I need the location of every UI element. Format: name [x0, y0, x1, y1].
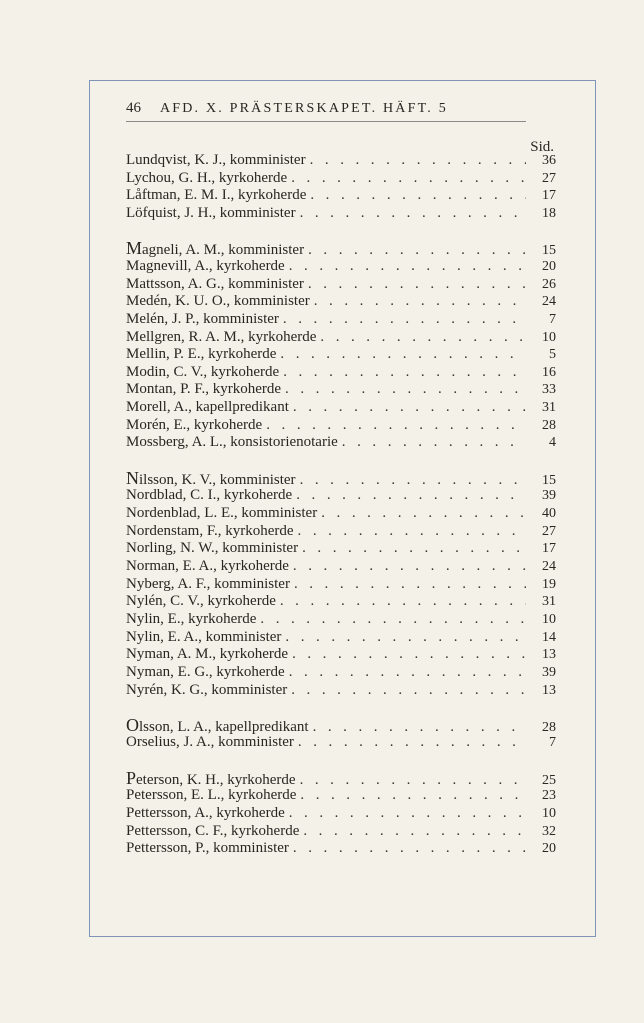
- entry-name: Mellin, P. E., kyrkoherde: [126, 346, 277, 363]
- entry-page-number: 4: [549, 435, 556, 451]
- index-list: [126, 152, 556, 876]
- dot-leader: [303, 823, 526, 841]
- entry-name: Mattsson, A. G., komminister: [126, 275, 304, 292]
- index-entry: [126, 170, 556, 188]
- entry-name: Orselius, J. A., komminister: [126, 734, 294, 751]
- dot-leader: [308, 276, 526, 294]
- entry-name: Nylén, C. V., kyrkoherde: [126, 593, 276, 610]
- entry-name: Nordblad, C. I., kyrkoherde: [126, 487, 293, 504]
- dot-leader: [310, 152, 526, 170]
- index-entry: [126, 417, 556, 435]
- entry-page-number: 24: [542, 558, 556, 574]
- entry-name: Nilsson, K. V., komminister: [126, 467, 296, 488]
- dot-leader: [291, 170, 526, 188]
- dot-leader: [292, 646, 526, 664]
- index-entry: [126, 682, 556, 700]
- header-rule: [126, 121, 526, 122]
- index-entry: [126, 381, 556, 399]
- index-entry: [126, 840, 556, 858]
- index-group: [126, 714, 556, 752]
- index-entry: [126, 767, 556, 788]
- column-header-sid: Sid.: [530, 139, 554, 155]
- dot-leader: [280, 593, 526, 611]
- entry-name: Medén, K. U. O., komminister: [126, 293, 310, 310]
- index-entry: [126, 187, 556, 205]
- dot-leader: [300, 787, 526, 805]
- entry-page-number: 7: [549, 311, 556, 327]
- entry-name: Nyman, A. M., kyrkoherde: [126, 646, 289, 663]
- entry-page-number: 18: [542, 205, 556, 221]
- entry-page-number: 36: [542, 153, 556, 168]
- entry-page-number: 28: [542, 719, 556, 735]
- index-entry: [126, 558, 556, 576]
- entry-page-number: 23: [542, 788, 556, 804]
- index-entry: [126, 399, 556, 417]
- index-entry: [126, 434, 556, 452]
- entry-page-number: 19: [542, 576, 556, 592]
- index-entry: [126, 329, 556, 347]
- dot-leader: [283, 364, 526, 382]
- index-entry: [126, 611, 556, 629]
- entry-page-number: 27: [542, 170, 556, 186]
- entry-name: Nyberg, A. F., komminister: [126, 575, 290, 592]
- entry-name: Nyrén, K. G., komminister: [126, 681, 288, 698]
- entry-name: Magneli, A. M., komminister: [126, 238, 305, 259]
- page-number: 46: [126, 100, 141, 116]
- index-group: [126, 240, 556, 452]
- entry-page-number: 14: [542, 629, 556, 645]
- dot-leader: [260, 611, 526, 629]
- entry-page-number: 26: [542, 276, 556, 292]
- dot-leader: [289, 258, 526, 276]
- entry-name: Nylin, E. A., komminister: [126, 628, 282, 645]
- index-entry: [126, 540, 556, 558]
- dot-leader: [294, 576, 526, 594]
- entry-page-number: 39: [542, 488, 556, 504]
- dot-leader: [302, 540, 526, 558]
- entry-page-number: 31: [542, 400, 556, 416]
- entry-name: Nylin, E., kyrkoherde: [126, 610, 257, 627]
- dot-leader: [293, 840, 526, 858]
- dot-leader: [289, 805, 526, 823]
- entry-name: Löfquist, J. H., komminister: [126, 204, 296, 221]
- entry-page-number: 15: [542, 472, 556, 488]
- entry-page-number: 27: [542, 523, 556, 539]
- dot-leader: [298, 734, 526, 752]
- dot-leader: [342, 434, 526, 452]
- index-entry: [126, 823, 556, 841]
- index-entry: [126, 664, 556, 682]
- index-entry: [126, 293, 556, 311]
- entry-name: Morell, A., kapellpredikant: [126, 399, 289, 416]
- dot-leader: [289, 664, 526, 682]
- index-entry: [126, 734, 556, 752]
- index-entry: [126, 205, 556, 223]
- entry-page-number: 5: [549, 347, 556, 363]
- entry-name: Norling, N. W., komminister: [126, 540, 299, 557]
- dot-leader: [285, 629, 526, 647]
- entry-page-number: 17: [542, 541, 556, 557]
- index-entry: [126, 714, 556, 735]
- entry-name: Pettersson, P., komminister: [126, 840, 289, 857]
- dot-leader: [293, 558, 526, 576]
- index-entry: [126, 576, 556, 594]
- index-entry: [126, 505, 556, 523]
- entry-page-number: 13: [542, 647, 556, 663]
- entry-page-number: 10: [542, 329, 556, 345]
- entry-name: Lychou, G. H., kyrkoherde: [126, 169, 288, 186]
- entry-name: Olsson, L. A., kapellpredikant: [126, 714, 309, 735]
- dot-leader: [314, 293, 526, 311]
- dot-leader: [291, 682, 526, 700]
- dot-leader: [310, 187, 526, 205]
- dot-leader: [293, 399, 526, 417]
- entry-page-number: 24: [542, 294, 556, 310]
- entry-name: Peterson, K. H., kyrkoherde: [126, 767, 296, 788]
- entry-name: Nyman, E. G., kyrkoherde: [126, 663, 285, 680]
- index-group: [126, 152, 556, 223]
- entry-page-number: 7: [549, 735, 556, 751]
- entry-page-number: 31: [542, 594, 556, 610]
- entry-name: Modin, C. V., kyrkoherde: [126, 363, 280, 380]
- index-entry: [126, 364, 556, 382]
- dot-leader: [298, 523, 526, 541]
- dot-leader: [266, 417, 526, 435]
- dot-leader: [320, 329, 526, 347]
- entry-page-number: 32: [542, 823, 556, 839]
- entry-page-number: 33: [542, 382, 556, 398]
- index-group: [126, 467, 556, 700]
- index-entry: [126, 346, 556, 364]
- entry-name: Nordenblad, L. E., komminister: [126, 505, 318, 521]
- dot-leader: [296, 487, 526, 505]
- index-entry: [126, 467, 556, 488]
- entry-name: Petersson, E. L., kyrkoherde: [126, 787, 297, 804]
- entry-page-number: 15: [542, 243, 556, 259]
- dot-leader: [280, 346, 526, 364]
- entry-name: Norman, E. A., kyrkoherde: [126, 557, 289, 574]
- entry-page-number: 10: [542, 806, 556, 822]
- entry-page-number: 28: [542, 417, 556, 433]
- entry-page-number: 25: [542, 772, 556, 788]
- index-entry: [126, 487, 556, 505]
- entry-page-number: 13: [542, 682, 556, 698]
- index-entry: [126, 787, 556, 805]
- index-entry: [126, 258, 556, 276]
- index-entry: [126, 646, 556, 664]
- section-title: AFD. X. PRÄSTERSKAPET. HÄFT. 5: [159, 101, 448, 116]
- index-entry: [126, 276, 556, 294]
- entry-page-number: 16: [542, 364, 556, 380]
- dot-leader: [285, 381, 526, 399]
- dot-leader: [300, 205, 526, 223]
- entry-name: Melén, J. P., komminister: [126, 310, 279, 327]
- dot-leader: [321, 505, 526, 523]
- entry-page-number: 20: [542, 258, 556, 274]
- entry-name: Montan, P. F., kyrkoherde: [126, 381, 282, 398]
- entry-name: Mellgren, R. A. M., kyrkoherde: [126, 328, 317, 345]
- entry-name: Nordenstam, F., kyrkoherde: [126, 522, 294, 539]
- entry-name: Magnevill, A., kyrkoherde: [126, 257, 285, 274]
- entry-name: Morén, E., kyrkoherde: [126, 416, 263, 433]
- entry-name: Pettersson, C. F., kyrkoherde: [126, 822, 300, 839]
- entry-name: Lundqvist, K. J., komminister: [126, 152, 306, 168]
- entry-page-number: 20: [542, 841, 556, 857]
- entry-name: Låftman, E. M. I., kyrkoherde: [126, 187, 307, 204]
- entry-name: Mossberg, A. L., konsistorienotarie: [126, 434, 338, 451]
- index-entry: [126, 805, 556, 823]
- index-entry: [126, 523, 556, 541]
- entry-page-number: 40: [542, 506, 556, 521]
- index-entry: [126, 629, 556, 647]
- entry-page-number: 10: [542, 611, 556, 627]
- dot-leader: [283, 311, 526, 329]
- index-entry: [126, 240, 556, 258]
- index-entry: [126, 152, 556, 170]
- index-entry: [126, 311, 556, 329]
- index-group: [126, 767, 556, 858]
- entry-page-number: 39: [542, 664, 556, 680]
- entry-page-number: 17: [542, 188, 556, 204]
- entry-name: Pettersson, A., kyrkoherde: [126, 805, 285, 822]
- index-entry: [126, 593, 556, 611]
